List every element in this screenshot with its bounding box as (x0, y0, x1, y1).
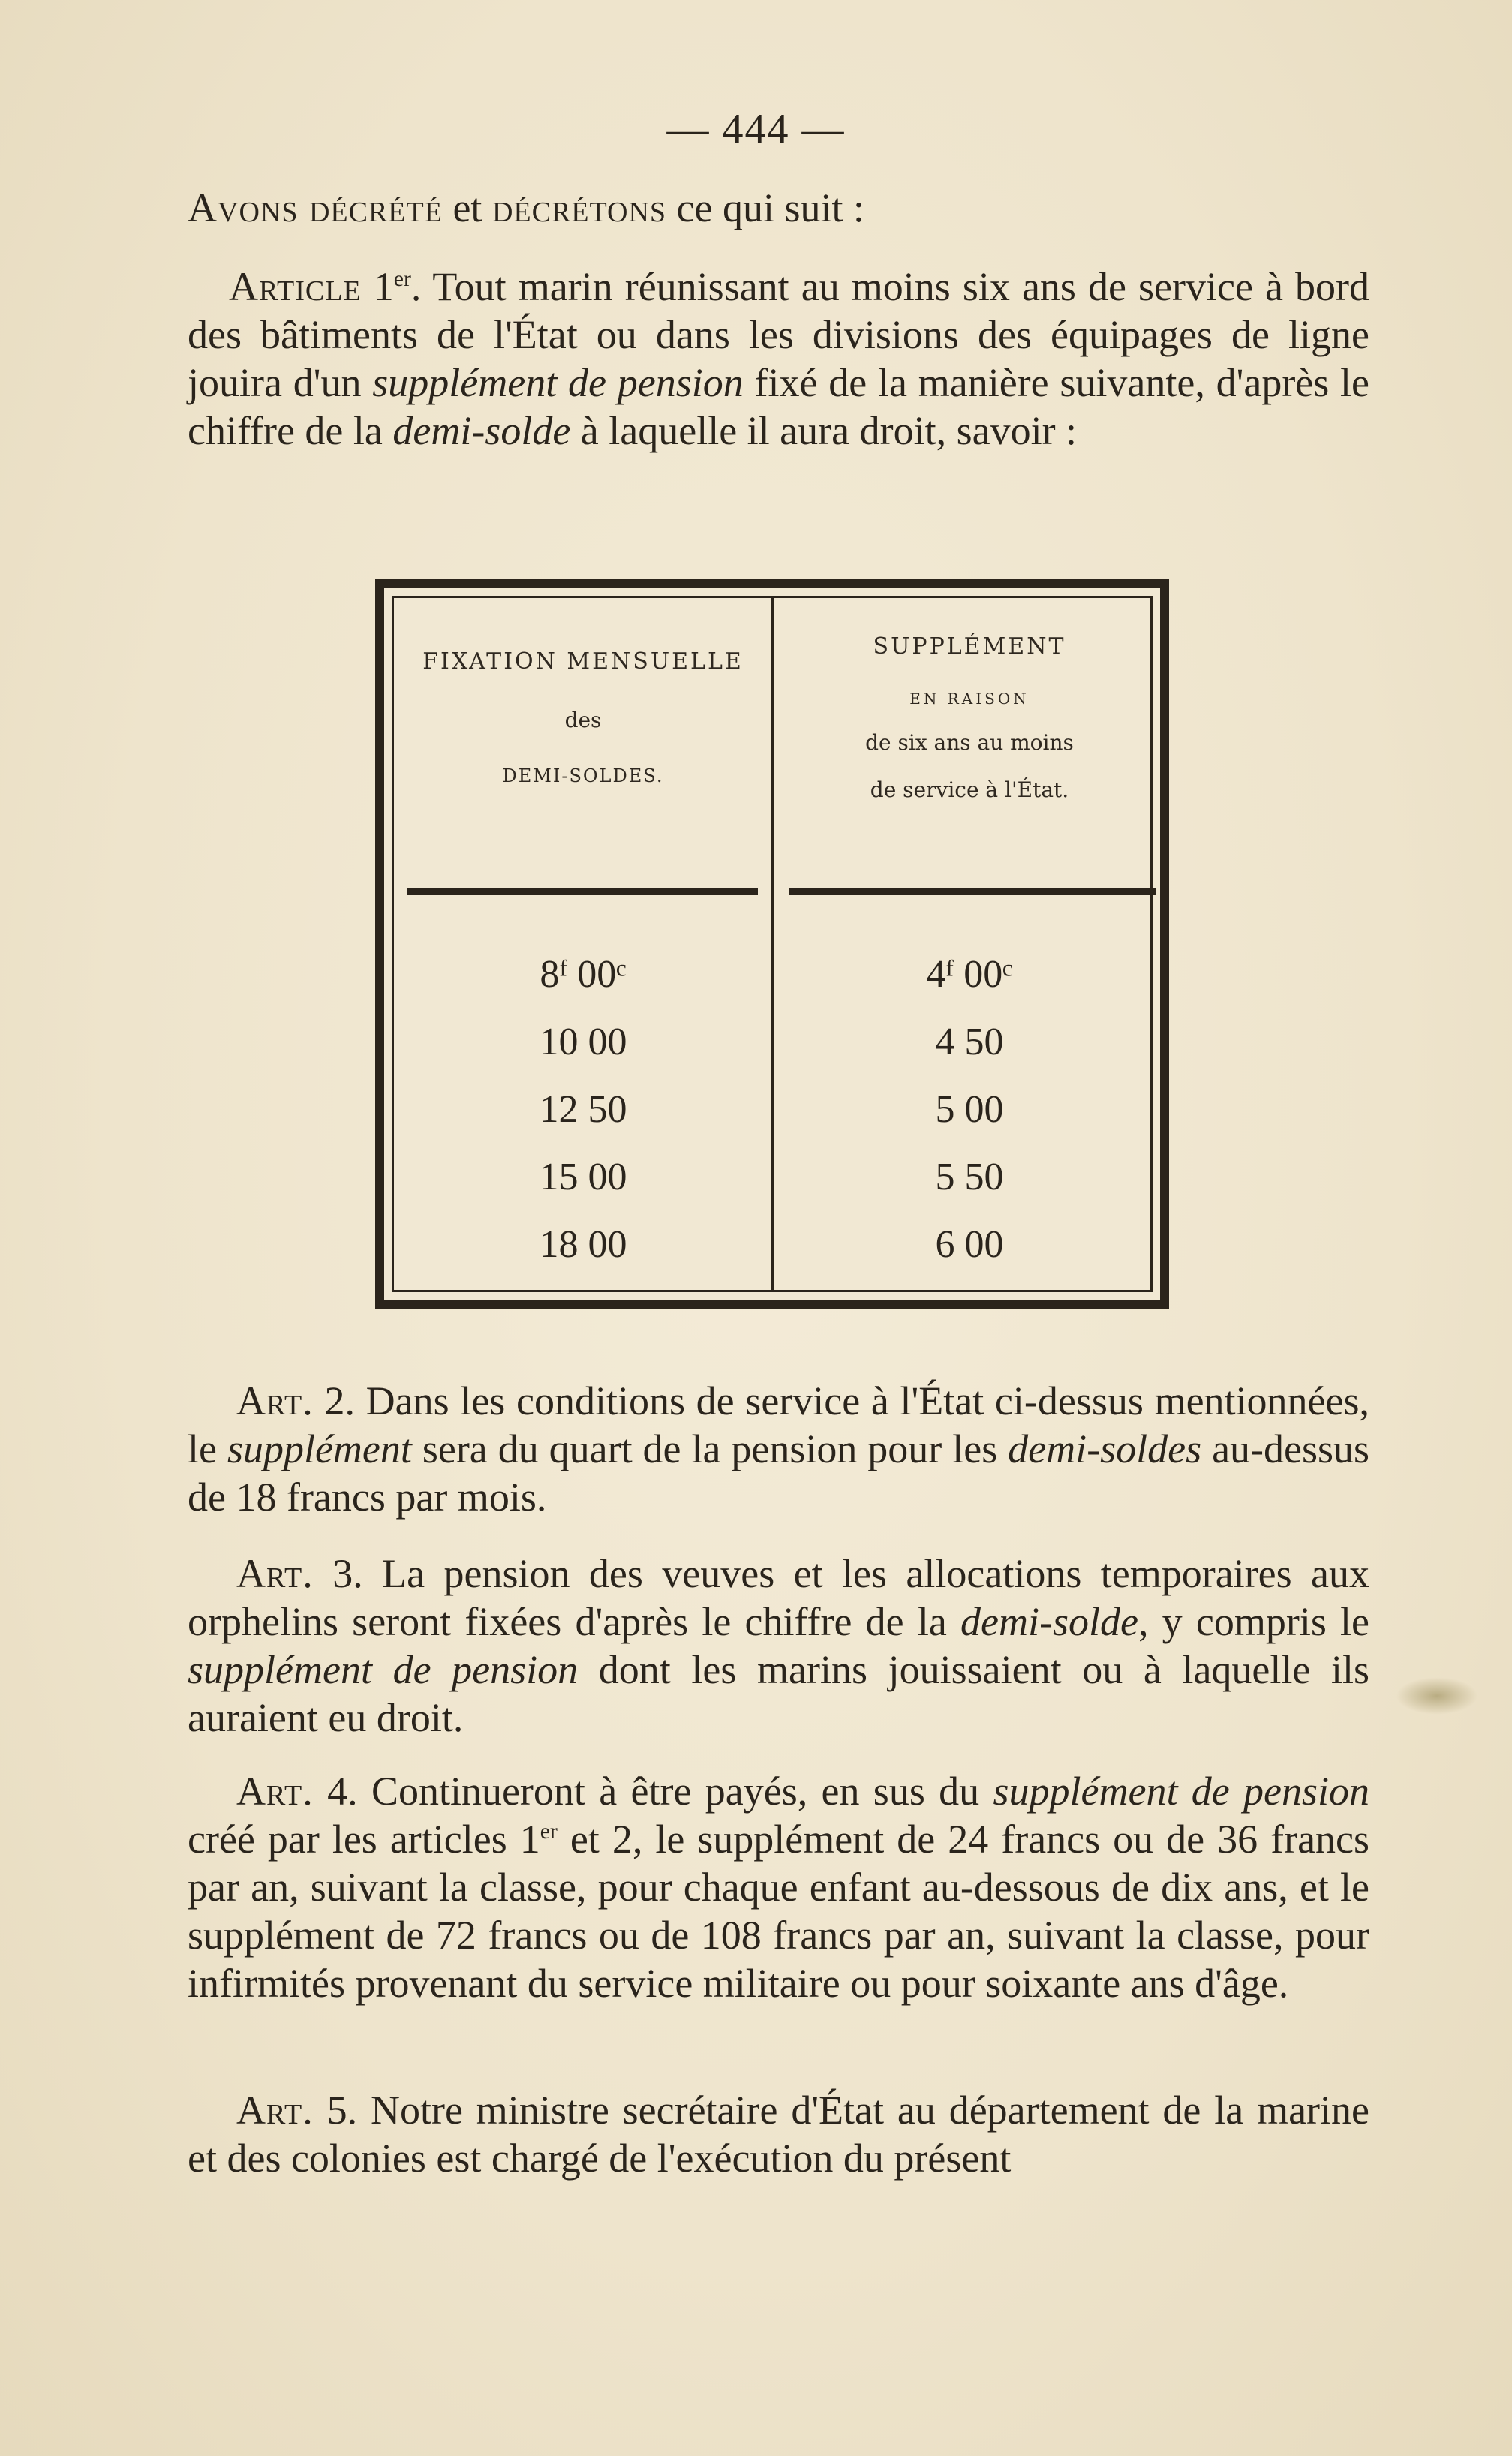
table-cell-left-1: 8ᶠ 00ᶜ (540, 953, 627, 996)
article-1-text-c: à laquelle il aura droit, savoir : (580, 408, 1078, 453)
table-cell-right-2: 4 50 (935, 1021, 1004, 1063)
intro-rest: ce qui suit : (676, 185, 865, 230)
decree-intro (188, 184, 1369, 232)
header-left-line-2: des (564, 708, 602, 732)
intro-verb: décrétons (491, 185, 667, 230)
article-3-em-1: demi-solde (960, 1599, 1138, 1644)
article-1-num-sup: er (393, 267, 411, 291)
header-right-line-1: SUPPLÉMENT (873, 633, 1066, 660)
table-cell-left-3: 12 50 (539, 1088, 627, 1131)
table-cell-right-3: 5 00 (935, 1088, 1004, 1131)
article-2 (188, 1377, 1369, 1521)
article-1-em-1: supplément de pension (372, 360, 744, 405)
table-column-divider (771, 596, 774, 1292)
article-4-text-c: et 2, le supplément de 24 francs ou de 36 francs par an, suivant la classe, pour chaque enfant au-dessous de dix ans, et le supplément de 72 francs ou de 108 francs par an, suivant la classe, pour infirmités provenant du service militaire ou pour soixante ans d'âge. (188, 1817, 1370, 2006)
article-1-label: Article (229, 264, 362, 309)
table-cell-right-5: 6 00 (935, 1223, 1004, 1266)
article-1-em-2: demi-solde (392, 408, 571, 453)
table-cell-left-4: 15 00 (539, 1156, 627, 1198)
table-header-left (399, 648, 767, 786)
article-3-text-a: La pension des veuves et les allocations temporaires aux orphelins seront fixées d'après le chiffre de la (188, 1551, 1370, 1644)
article-2-text-c: au-dessus de 18 francs par mois. (188, 1426, 1370, 1520)
header-right-line-3: de six ans au moins (865, 730, 1074, 755)
table-header-right (782, 633, 1157, 802)
table-cell-left-5: 18 00 (539, 1223, 627, 1266)
article-3-text-c: dont les marins jouissaient ou à laquelle ils auraient eu droit. (188, 1647, 1369, 1740)
table-cell-right-1: 4ᶠ 00ᶜ (926, 953, 1013, 996)
article-1 (188, 263, 1369, 455)
article-1-text-b: fixé de la manière suivante, d'après le chiffre de la (188, 360, 1370, 453)
header-left-line-3: DEMI-SOLDES. (502, 765, 664, 786)
header-right-line-4: de service à l'État. (870, 777, 1069, 802)
article-1-text-a: . Tout marin réunissant au moins six ans de service à bord des bâtiments de l'État ou dans les divisions des équipages de ligne jouira d'un (188, 264, 1369, 405)
article-2-em-1: supplément (227, 1426, 412, 1471)
intro-lead: Avons décrété (188, 185, 443, 230)
article-5-text: Notre ministre secrétaire d'État au département de la marine et des colonies est chargé de l'exécution du présent (188, 2088, 1369, 2181)
header-left-line-1: FIXATION MENSUELLE (422, 648, 744, 675)
article-3-label: Art. (236, 1551, 314, 1596)
table-header-rule-left (407, 888, 758, 895)
article-4-text-a: Continueront à être payés, en sus du (371, 1769, 980, 1814)
header-right-line-2: EN RAISON (909, 690, 1030, 708)
article-5-num: 5. (326, 2088, 358, 2133)
table-column-supplement (782, 941, 1157, 1279)
article-4-sup: er (540, 1820, 558, 1844)
article-5 (188, 2086, 1369, 2182)
paper-stain (1396, 1677, 1478, 1715)
article-3-em-2: supplément de pension (188, 1647, 579, 1692)
article-4-num: 4. (327, 1769, 358, 1814)
table-header-rule-right (789, 888, 1156, 895)
pension-supplement-table (375, 579, 1169, 1309)
article-2-num: 2. (324, 1378, 355, 1423)
article-2-label: Art. (236, 1378, 314, 1423)
table-cell-left-2: 10 00 (539, 1021, 627, 1063)
article-2-em-2: demi-soldes (1008, 1426, 1202, 1471)
article-4-label: Art. (236, 1769, 314, 1814)
article-3-num: 3. (332, 1551, 363, 1596)
table-cell-right-4: 5 50 (935, 1156, 1004, 1198)
article-3 (188, 1550, 1369, 1742)
article-2-text-a: Dans les conditions de service à l'État ci-dessus mentionnées, le (188, 1378, 1369, 1471)
intro-conj: et (452, 185, 482, 230)
page-number: — 444 — (666, 106, 846, 152)
article-5-label: Art. (236, 2088, 314, 2133)
table-column-demi-soldes (399, 941, 767, 1279)
article-4-text-b: créé par les articles 1 (188, 1817, 540, 1862)
article-2-text-b: sera du quart de la pension pour les (422, 1426, 998, 1471)
article-1-num: 1 (373, 264, 394, 309)
article-4 (188, 1767, 1369, 2007)
article-4-em-1: supplément de pension (993, 1769, 1370, 1814)
article-3-text-b: , y compris le (1138, 1599, 1370, 1644)
